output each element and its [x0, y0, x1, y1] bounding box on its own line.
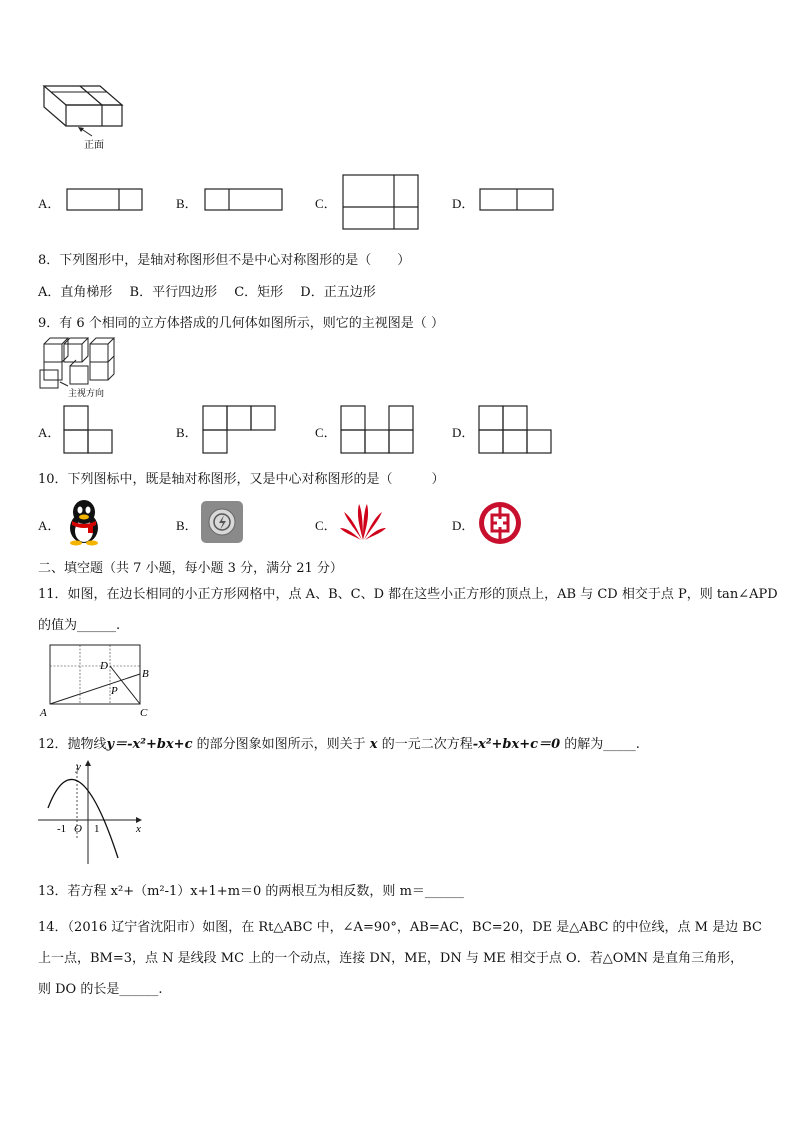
bank-seal-icon — [477, 500, 523, 546]
q9-option-d: D． — [452, 425, 475, 440]
q12-function: y＝-x²+bx+c — [106, 737, 193, 752]
q14-line-1: 14．（2016 辽宁省沈阳市）如图，在 Rt△ABC 中，∠A=90°，AB=AC，BC=20，DE 是△ABC 的中位线，点 M 是边 BC — [38, 920, 762, 935]
q12-var: x — [369, 737, 378, 752]
q9-figure-d — [478, 405, 554, 455]
penguin-icon — [62, 498, 106, 546]
q11-point-p: P — [111, 685, 118, 697]
q7-figure-b — [204, 188, 284, 214]
power-charge-icon — [200, 500, 244, 544]
q8-stem: 8．下列图形中，是轴对称图形但不是中心对称图形的是（ ） — [38, 253, 411, 268]
q12-parabola-graph — [38, 758, 153, 866]
q11-line-2: 的值为______. — [38, 618, 121, 633]
q7-option-c: C． — [315, 196, 337, 211]
q12-stem — [38, 733, 640, 752]
q9-figure-a — [63, 405, 115, 455]
q12-prefix: 12．抛物线 — [38, 737, 107, 752]
q12-one-label: 1 — [94, 823, 100, 835]
q9-figure-b — [202, 405, 278, 455]
q12-origin-label: O — [74, 823, 82, 835]
q7-option-a: A． — [38, 196, 61, 211]
q11-point-d: D — [100, 660, 108, 672]
q10-stem: 10．下列图标中，既是轴对称图形，又是中心对称图形的是（ ） — [38, 472, 445, 487]
q8-options: A．直角梯形 B．平行四边形 C．矩形 D．正五边形 — [38, 285, 376, 300]
q7-figure-d — [479, 188, 555, 214]
q12-neg1-label: -1 — [57, 823, 67, 835]
flower-logo-icon — [338, 500, 388, 542]
q7-solid-figure — [40, 80, 135, 155]
q10-option-c: C． — [315, 518, 337, 533]
q7-figure-c — [342, 174, 420, 232]
q11-line-1: 11．如图，在边长相同的小正方形网格中，点 A、B、C、D 都在这些小正方形的顶点上，AB 与 CD 相交于点 P，则 tan∠APD — [38, 587, 778, 602]
q14-line-2: 上一点，BM=3，点 N 是线段 MC 上的一个动点，连接 DN，ME，DN 与 ME 相交于点 O．若△OMN 是直角三角形， — [38, 951, 744, 966]
q9-option-c: C． — [315, 425, 337, 440]
q10-option-d: D． — [452, 518, 475, 533]
q12-mid: 的部分图象如图所示，则关于 — [196, 737, 366, 752]
q13-text: 13．若方程 x²+（m²-1）x+1+m＝0 的两根互为相反数，则 m＝______ — [38, 884, 464, 899]
q12-suffix: 的解为_____. — [564, 737, 640, 752]
q7-option-b: B． — [176, 196, 198, 211]
q9-figure-c — [340, 405, 416, 455]
section-2-title: 二、填空题（共 7 小题，每小题 3 分，满分 21 分） — [38, 561, 343, 576]
q11-point-b: B — [142, 668, 149, 680]
q7-option-d: D． — [452, 196, 475, 211]
q12-mid2: 的一元二次方程 — [381, 737, 473, 752]
q14-line-3: 则 DO 的长是______. — [38, 982, 163, 997]
q7-front-label: 正面 — [84, 140, 104, 151]
q11-grid-figure — [38, 640, 158, 720]
q10-option-b: B． — [176, 518, 198, 533]
q12-x-axis-label: x — [136, 823, 141, 835]
q9-view-label: 主视方向 — [68, 388, 105, 398]
q11-point-c: C — [140, 707, 148, 719]
q12-equation: -x²+bx+c＝0 — [472, 737, 561, 752]
q7-figure-a — [66, 188, 144, 214]
q10-option-a: A． — [38, 518, 61, 533]
q9-cube-figure — [38, 336, 120, 402]
q12-y-axis-label: y — [76, 761, 81, 773]
q11-point-a: A — [40, 707, 47, 719]
q9-stem: 9．有 6 个相同的立方体搭成的几何体如图所示，则它的主视图是（ ） — [38, 316, 444, 331]
q9-option-b: B． — [176, 425, 198, 440]
q9-option-a: A． — [38, 425, 61, 440]
